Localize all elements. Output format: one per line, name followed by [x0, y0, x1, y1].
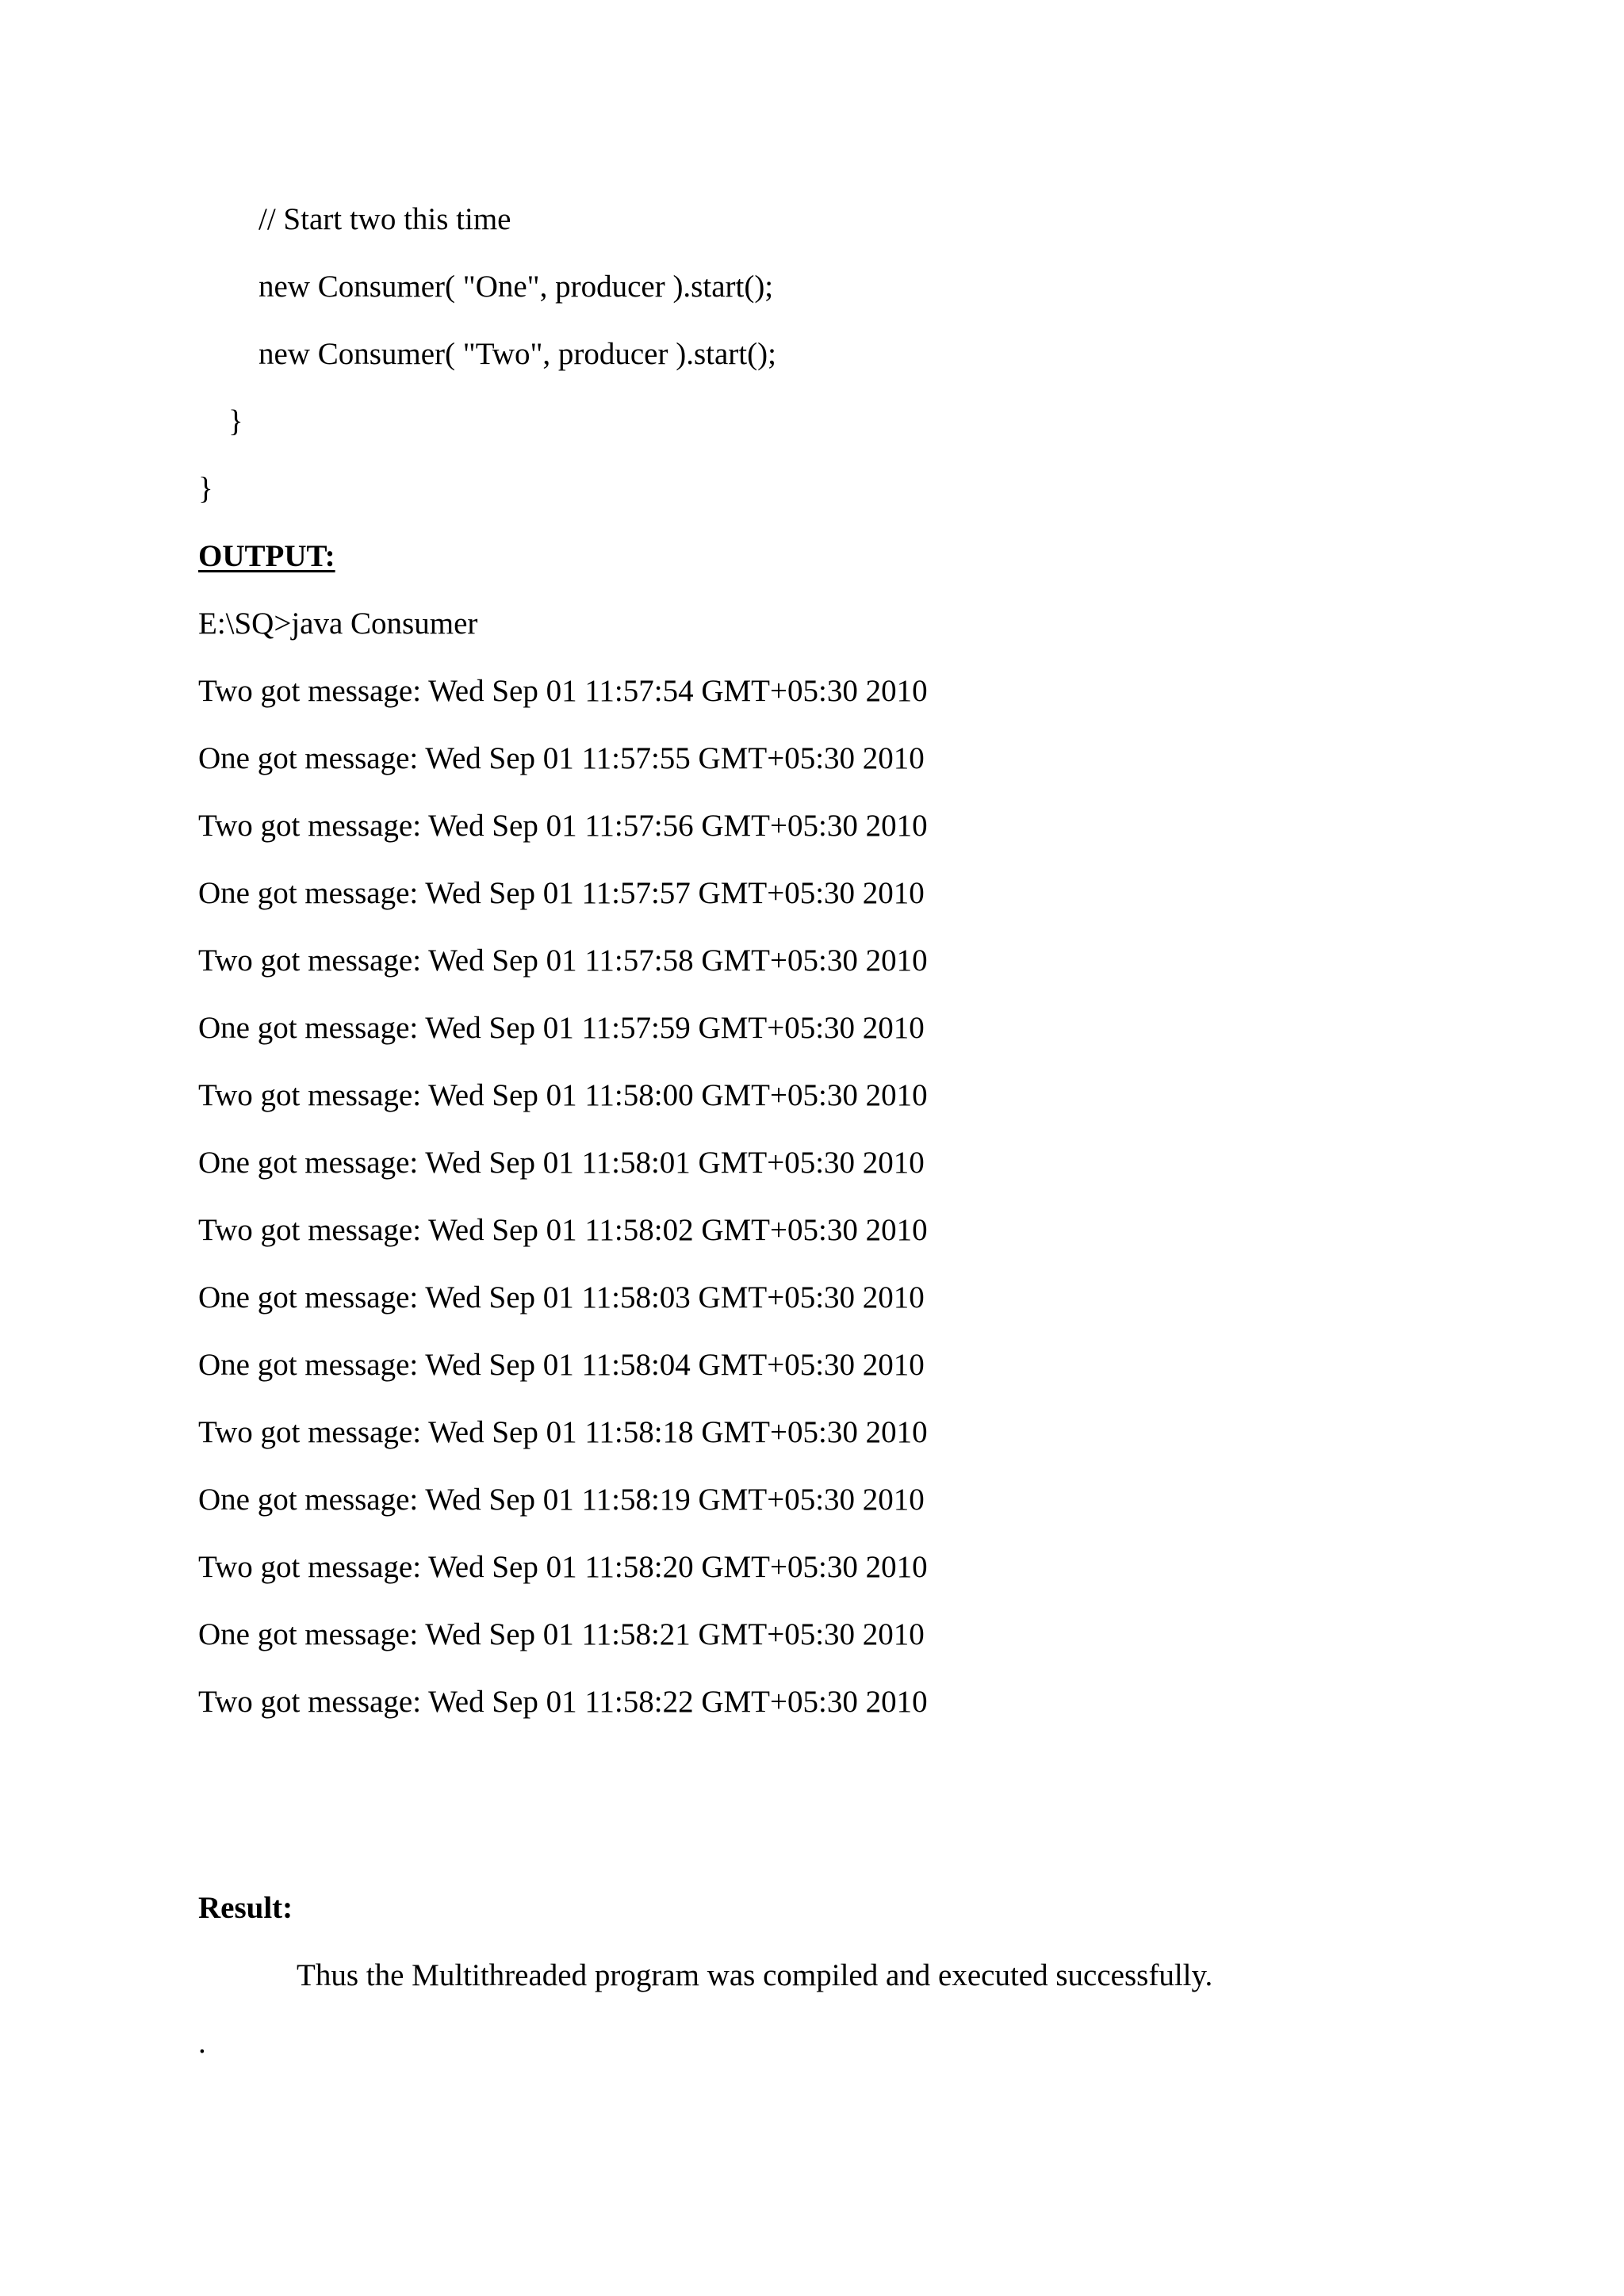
output-command: E:\SQ>java Consumer — [198, 607, 478, 641]
output-line: One got message: Wed Sep 01 11:58:19 GMT+05:30 2010 — [198, 1483, 925, 1517]
output-heading: OUTPUT: — [198, 539, 335, 573]
output-line: One got message: Wed Sep 01 11:58:04 GMT+05:30 2010 — [198, 1348, 925, 1382]
code-brace-outer: } — [198, 472, 213, 506]
code-brace-inner: } — [228, 404, 243, 438]
code-consumer-one: new Consumer( "One", producer ).start(); — [259, 270, 774, 304]
output-line: One got message: Wed Sep 01 11:58:03 GMT+05:30 2010 — [198, 1280, 925, 1314]
output-line: One got message: Wed Sep 01 11:58:21 GMT+05:30 2010 — [198, 1617, 925, 1651]
output-line: Two got message: Wed Sep 01 11:57:56 GMT+05:30 2010 — [198, 809, 928, 843]
output-line: One got message: Wed Sep 01 11:57:59 GMT+05:30 2010 — [198, 1011, 925, 1045]
output-line: Two got message: Wed Sep 01 11:58:22 GMT+05:30 2010 — [198, 1685, 928, 1719]
output-line: Two got message: Wed Sep 01 11:58:02 GMT+05:30 2010 — [198, 1213, 928, 1247]
output-line: Two got message: Wed Sep 01 11:58:20 GMT+05:30 2010 — [198, 1550, 928, 1584]
output-line: Two got message: Wed Sep 01 11:58:18 GMT+05:30 2010 — [198, 1415, 928, 1449]
output-line: Two got message: Wed Sep 01 11:57:58 GMT+05:30 2010 — [198, 943, 928, 978]
output-line: Two got message: Wed Sep 01 11:58:00 GMT+05:30 2010 — [198, 1078, 928, 1112]
output-line: One got message: Wed Sep 01 11:57:57 GMT+05:30 2010 — [198, 876, 925, 910]
code-comment: // Start two this time — [259, 202, 511, 236]
result-heading: Result: — [198, 1891, 293, 1925]
result-text: Thus the Multithreaded program was compiled and executed successfully. — [297, 1958, 1213, 1992]
code-consumer-two: new Consumer( "Two", producer ).start(); — [259, 337, 776, 371]
trailing-mark: . — [198, 2026, 206, 2060]
output-line: Two got message: Wed Sep 01 11:57:54 GMT+05:30 2010 — [198, 674, 928, 708]
output-line: One got message: Wed Sep 01 11:57:55 GMT+05:30 2010 — [198, 741, 925, 775]
output-line: One got message: Wed Sep 01 11:58:01 GMT+05:30 2010 — [198, 1146, 925, 1180]
